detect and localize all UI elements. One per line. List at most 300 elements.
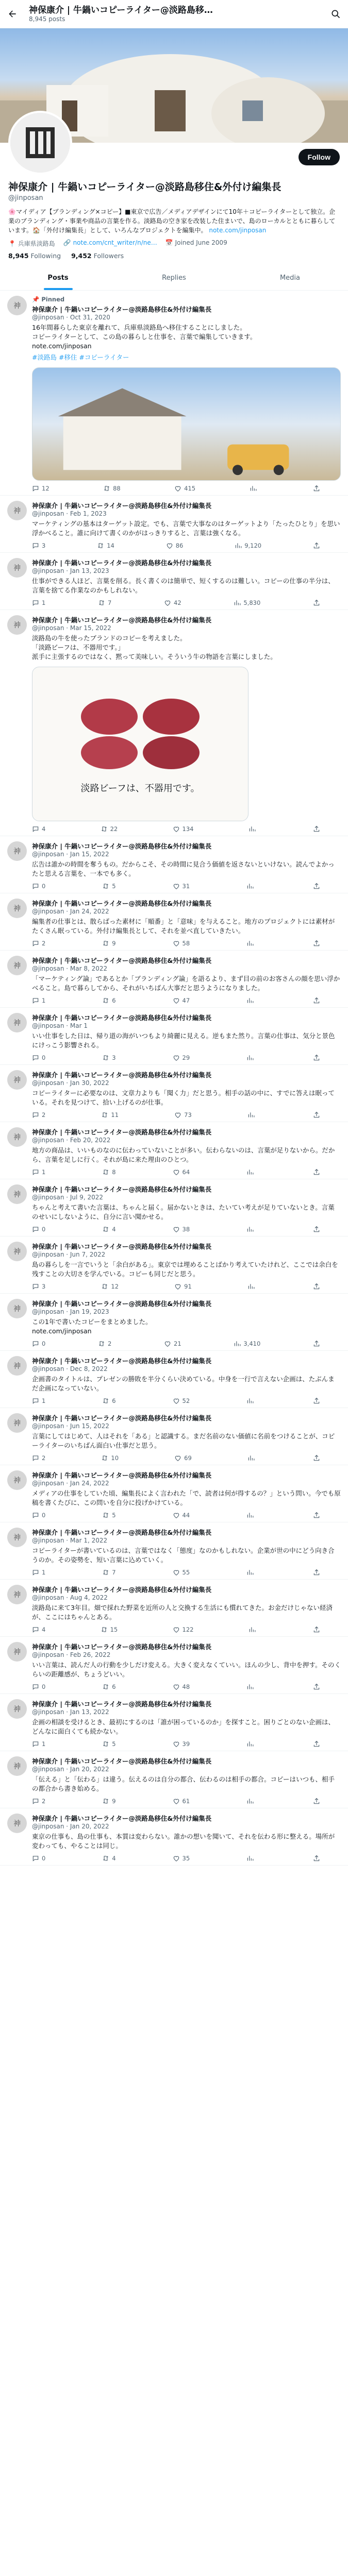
tweet[interactable] [0,1522,348,1580]
share-icon [313,1683,320,1690]
share-button[interactable] [313,883,320,890]
share-button[interactable] [313,1340,320,1347]
share-button[interactable] [313,825,320,833]
tweet[interactable] [0,610,348,836]
retweet-icon [102,1855,109,1862]
tweet-author-name[interactable]: 神保康介 | 牛鍋いコピーライター@淡路島移住&外付け編集長 [32,502,212,510]
like-button[interactable] [173,825,194,833]
share-button[interactable] [313,1168,320,1176]
reply-button[interactable] [32,825,45,833]
retweet-button[interactable] [102,1226,115,1233]
tweet-author-name[interactable]: 神保康介 | 牛鍋いコピーライター@淡路島移住&外付け編集長 [32,1586,212,1594]
retweet-count: 6 [112,1683,116,1690]
like-button[interactable] [173,1512,190,1519]
retweet-button[interactable] [102,1512,115,1519]
tweet-text: 言葉にしてはじめて、人はそれを「ある」と認識する。まだ名前のない価値に名前をつけることが、コピーライターのいちばん面白い仕事だと思う。 [32,1432,335,1449]
share-button[interactable] [313,1855,320,1862]
reply-count: 1 [42,1397,46,1404]
share-button[interactable] [313,1569,320,1576]
retweet-button[interactable] [101,1111,119,1118]
views-button[interactable] [250,485,259,492]
views-icon [246,1054,254,1061]
tweet-author-name[interactable]: 神保康介 | 牛鍋いコピーライター@淡路島移住&外付け編集長 [32,1414,212,1422]
search-icon[interactable] [330,9,341,19]
views-button[interactable] [248,1626,258,1633]
tweet-avatar[interactable]: 神 [7,1699,27,1719]
like-button[interactable] [166,542,184,549]
views-button[interactable] [246,1512,256,1519]
tweet[interactable] [0,1408,348,1465]
retweet-button[interactable] [102,997,115,1004]
views-button[interactable] [247,1283,257,1290]
reply-count: 12 [42,485,49,492]
tweet[interactable] [0,951,348,1008]
retweet-count: 9 [112,940,116,947]
reply-button[interactable] [32,1340,45,1347]
retweet-icon [98,1340,105,1347]
reply-button[interactable] [32,1454,45,1462]
tweet-actions [32,1226,341,1233]
reply-button[interactable] [32,1054,45,1061]
tweet-avatar[interactable]: 神 [7,296,27,315]
tweet-image[interactable] [32,367,341,481]
like-button[interactable] [173,1626,194,1633]
retweet-button[interactable] [101,1454,119,1462]
tweet[interactable] [0,1465,348,1522]
tweet-avatar[interactable]: 神 [7,841,27,861]
tweet[interactable] [0,1351,348,1408]
retweet-button[interactable] [98,1340,111,1347]
tweet-author-name[interactable]: 神保康介 | 牛鍋いコピーライター@淡路島移住&外付け編集長 [32,1471,212,1479]
reply-button[interactable] [32,1512,45,1519]
reply-button[interactable] [32,1798,45,1805]
reply-icon [32,1454,39,1462]
tweet[interactable] [0,1637,348,1694]
views-button[interactable] [246,1798,256,1805]
reply-count: 0 [42,1054,46,1061]
tweet-author-name[interactable]: 神保康介 | 牛鍋いコピーライター@淡路島移住&外付け編集長 [32,1128,212,1136]
retweet-icon [103,485,110,492]
reply-button[interactable] [32,1397,45,1404]
views-button[interactable] [247,1111,257,1118]
view-count: 5,830 [243,599,261,606]
retweet-button[interactable] [102,940,115,947]
retweet-count: 6 [112,997,116,1004]
share-button[interactable] [313,997,320,1004]
reply-button[interactable] [32,542,45,549]
views-button[interactable] [246,1740,256,1748]
like-button[interactable] [174,485,195,492]
retweet-count: 4 [112,1226,116,1233]
tweet-actions [32,1569,341,1576]
like-count: 52 [182,1397,190,1404]
like-button[interactable] [173,1740,190,1748]
retweet-button[interactable] [98,599,111,606]
tweet-author-name[interactable]: 神保康介 | 牛鍋いコピーライター@淡路島移住&外付け編集長 [32,306,212,313]
retweet-button[interactable] [101,825,118,833]
views-icon [246,1740,254,1748]
views-icon [246,1168,254,1176]
tweet[interactable] [0,553,348,610]
retweet-button[interactable] [101,1626,118,1633]
retweet-button[interactable] [102,1798,115,1805]
retweet-icon [102,997,109,1004]
share-button[interactable] [313,1054,320,1061]
heart-icon [173,825,180,833]
views-button[interactable] [246,940,256,947]
reply-count: 2 [42,940,46,947]
tweet[interactable] [0,1179,348,1236]
profile-avatar[interactable] [8,111,72,175]
tweet-image[interactable] [32,667,248,821]
tweet-avatar[interactable]: 神 [7,1070,27,1090]
tweet-body [32,1299,341,1347]
like-button[interactable] [174,1111,192,1118]
tweet-actions [32,940,341,947]
views-button[interactable] [246,1226,256,1233]
reply-button[interactable] [32,485,49,492]
tweet-avatar[interactable]: 神 [7,899,27,918]
tweet-avatar[interactable]: 神 [7,1413,27,1433]
tweet-text: この1年で書いたコピーをまとめました。 note.com/jinposan [32,1318,152,1335]
retweet-button[interactable] [102,1569,115,1576]
tweet-avatar[interactable]: 神 [7,615,27,635]
tweet-avatar[interactable]: 神 [7,1642,27,1662]
tweet-author-name[interactable]: 神保康介 | 牛鍋いコピーライター@淡路島移住&外付け編集長 [32,1757,212,1765]
share-button[interactable] [313,1512,320,1519]
like-count: 21 [174,1340,181,1347]
tweet-avatar[interactable]: 神 [7,1528,27,1547]
retweet-icon [102,1397,109,1404]
tweet[interactable] [0,836,348,893]
like-button[interactable] [173,1054,190,1061]
like-button[interactable] [164,599,181,606]
like-button[interactable] [173,940,190,947]
tweet[interactable] [0,1808,348,1866]
tweet-avatar[interactable]: 神 [7,956,27,975]
tweet-actions [32,1340,341,1347]
views-button[interactable] [234,599,260,606]
retweet-button[interactable] [102,883,115,890]
tweet-author-name[interactable]: 神保康介 | 牛鍋いコピーライター@淡路島移住&外付け編集長 [32,957,212,964]
share-icon [313,1340,320,1347]
tweet-handle-date: @jinposan · Jan 24, 2022 [32,908,109,915]
tweet-avatar[interactable]: 神 [7,558,27,578]
tweet-body [32,1814,341,1862]
tweet-author-name[interactable]: 神保康介 | 牛鍋いコピーライター@淡路島移住&外付け編集長 [32,1700,212,1708]
tweet-author-name[interactable]: 神保康介 | 牛鍋いコピーライター@淡路島移住&外付け編集長 [32,1185,212,1193]
like-button[interactable] [173,883,190,890]
views-button[interactable] [246,1054,256,1061]
retweet-icon [102,883,109,890]
share-icon [313,485,320,492]
share-button[interactable] [313,1283,320,1290]
retweet-button[interactable] [102,1683,115,1690]
reply-icon [32,1626,39,1633]
tweet[interactable] [0,1122,348,1179]
tweet-author-name[interactable]: 神保康介 | 牛鍋いコピーライター@淡路島移住&外付け編集長 [32,1300,212,1308]
heart-icon [173,1512,180,1519]
like-button[interactable] [173,1798,190,1805]
tweet-actions [32,1054,341,1061]
retweet-icon [102,1740,109,1748]
views-button[interactable] [246,1168,256,1176]
retweet-icon [101,1283,108,1290]
tweet[interactable] [0,291,348,496]
share-icon [313,1569,320,1576]
share-button[interactable] [313,1111,320,1118]
heart-icon [173,1683,180,1690]
views-button[interactable] [246,1569,256,1576]
retweet-icon [102,1683,109,1690]
views-button[interactable] [246,1397,256,1404]
like-button[interactable] [164,1340,181,1347]
tweet-author-name[interactable]: 神保康介 | 牛鍋いコピーライター@淡路島移住&外付け編集長 [32,900,212,907]
share-button[interactable] [313,1798,320,1805]
reply-icon [32,1283,39,1290]
tweet-author-name[interactable]: 神保康介 | 牛鍋いコピーライター@淡路島移住&外付け編集長 [32,1243,212,1250]
tweet-avatar[interactable]: 神 [7,1299,27,1318]
tweet[interactable] [0,893,348,951]
tweet-author-name[interactable]: 神保康介 | 牛鍋いコピーライター@淡路島移住&外付け編集長 [32,1357,212,1365]
reply-button[interactable] [32,883,45,890]
tweet-avatar[interactable]: 神 [7,1356,27,1376]
heart-icon [173,1054,180,1061]
reply-button[interactable] [32,1226,45,1233]
tweet-author-name[interactable]: 神保康介 | 牛鍋いコピーライター@淡路島移住&外付け編集長 [32,1643,212,1651]
tweet-text: 16年間暮らした東京を離れて、兵庫県淡路島へ移住することにしました。 コピーライターとして、この島の暮らしと仕事を、言葉で編集していきます。 note.com/jinposan [32,324,257,350]
reply-button[interactable] [32,1283,45,1290]
retweet-icon [97,542,104,549]
retweet-icon [102,1226,109,1233]
location-icon: 📍 [8,240,16,247]
tweet-avatar[interactable]: 神 [7,501,27,520]
share-icon [313,599,320,606]
share-button[interactable] [313,1626,320,1633]
reply-button[interactable] [32,1626,45,1633]
tweet-handle-date: @jinposan · Feb 20, 2022 [32,1137,111,1144]
reply-count: 4 [42,825,46,833]
like-count: 134 [182,825,194,833]
like-count: 122 [182,1626,194,1633]
like-count: 39 [182,1740,190,1748]
like-count: 64 [182,1168,190,1176]
tweet[interactable] [0,1236,348,1294]
reply-button[interactable] [32,1111,45,1118]
reply-icon [32,1740,39,1748]
tweet[interactable] [0,1294,348,1351]
reply-button[interactable] [32,1740,45,1748]
like-button[interactable] [174,1454,192,1462]
tweet-avatar[interactable]: 神 [7,1127,27,1147]
share-button[interactable] [313,542,320,549]
tweet[interactable] [0,1065,348,1122]
reply-icon [32,1683,39,1690]
retweet-button[interactable] [103,485,121,492]
reply-icon [32,1397,39,1404]
tweet-avatar[interactable]: 神 [7,1184,27,1204]
profile-meta [8,239,340,248]
followers-stat[interactable] [71,252,124,260]
views-icon [246,1798,254,1805]
reply-button[interactable] [32,1168,45,1176]
like-button[interactable] [173,1855,190,1862]
retweet-count: 88 [113,485,121,492]
tweet-avatar[interactable]: 神 [7,1013,27,1032]
tweet-text: 広告は誰かの時間を奪うもの。だからこそ、その時間に見合う価値を返さないといけない。読んでよかったと思える言葉を、一本でも多く。 [32,860,335,877]
reply-count: 2 [42,1454,46,1462]
like-button[interactable] [174,1283,192,1290]
like-button[interactable] [173,997,190,1004]
like-button[interactable] [173,1226,190,1233]
views-button[interactable] [248,825,258,833]
views-button[interactable] [246,1855,256,1862]
views-button[interactable] [247,1454,257,1462]
bio-link[interactable]: note.com/jinposan [209,227,267,234]
like-button[interactable] [173,1397,190,1404]
website-link[interactable]: note.com/cnt_writer/n/ne… [73,239,157,246]
retweet-count: 7 [112,1569,116,1576]
reply-count: 1 [42,599,46,606]
reply-icon [32,485,39,492]
share-icon [313,1283,320,1290]
views-icon [247,1111,255,1118]
tab-media[interactable]: Media [279,274,301,282]
tweet[interactable] [0,1694,348,1751]
tweet[interactable] [0,1751,348,1808]
tweet-handle-date: @jinposan · Jan 13, 2023 [32,567,109,574]
tweet-author-name[interactable]: 神保康介 | 牛鍋いコピーライター@淡路島移住&外付け編集長 [32,1529,212,1536]
tweet-author-name[interactable]: 神保康介 | 牛鍋いコピーライター@淡路島移住&外付け編集長 [32,1815,212,1822]
website-item[interactable] [63,239,157,248]
retweet-button[interactable] [102,1740,115,1748]
tweet-avatar[interactable]: 神 [7,1585,27,1604]
tweet-hashtags[interactable]: #淡路島 #移住 #コピーライター [32,353,129,361]
share-button[interactable] [313,1683,320,1690]
tweet-avatar[interactable]: 神 [7,1470,27,1490]
tweet-text: 「マーケティング論」であるとか「ブランディング論」を語るより、まず目の前のお客さんの顔を思い浮かべること。島で暮らしてから、それがいちばん大事だと思うようになりました。 [32,975,340,992]
joined-item [165,239,227,248]
retweet-count: 7 [108,599,112,606]
tab-replies[interactable]: Replies [162,274,186,282]
retweet-button[interactable] [101,1283,119,1290]
like-count: 415 [184,485,196,492]
reply-icon [32,1340,39,1347]
tweet-actions [32,883,341,890]
retweet-button[interactable] [102,1054,115,1061]
reply-icon [32,1054,39,1061]
tab-posts[interactable]: Posts [0,266,116,290]
tweet-actions [32,542,341,549]
tweet-author-name[interactable]: 神保康介 | 牛鍋いコピーライター@淡路島移住&外付け編集長 [32,559,212,567]
tweet-author-name[interactable]: 神保康介 | 牛鍋いコピーライター@淡路島移住&外付け編集長 [32,1014,212,1022]
heart-icon [173,940,180,947]
tweet[interactable] [0,496,348,553]
tweet-text: 地方の商品は、いいものなのに伝わっていないことが多い。伝わらないのは、言葉が足りないから。だから、言葉を足しに行く。それが島に来た理由のひとつ。 [32,1146,335,1163]
tweet-avatar[interactable]: 神 [7,1242,27,1261]
views-icon [234,1340,241,1347]
views-button[interactable] [234,1340,260,1347]
reply-count: 0 [42,1683,46,1690]
views-icon [247,1454,255,1462]
reply-button[interactable] [32,940,45,947]
views-icon [246,997,254,1004]
share-button[interactable] [313,1454,320,1462]
share-button[interactable] [313,1397,320,1404]
heart-icon [173,1168,180,1176]
retweet-button[interactable] [102,1397,115,1404]
heart-icon [164,1340,171,1347]
tweet-text: コピーライターに必要なのは、文章力よりも「聞く力」だと思う。相手の話の中に、すでに答えは眠っている。それを見つけて、拾い上げるのが仕事。 [32,1089,335,1106]
heart-icon [173,1855,180,1862]
tweet[interactable] [0,1008,348,1065]
reply-icon [32,1226,39,1233]
views-button[interactable] [246,883,256,890]
profile-tabs [0,266,348,291]
share-button[interactable] [313,1226,320,1233]
reply-icon [32,1168,39,1176]
views-button[interactable] [246,997,256,1004]
tweet-avatar[interactable]: 神 [7,1814,27,1833]
share-button[interactable] [313,940,320,947]
like-button[interactable] [173,1168,190,1176]
reply-count: 1 [42,997,46,1004]
like-button[interactable] [173,1569,190,1576]
tweet-author-name[interactable]: 神保康介 | 牛鍋いコピーライター@淡路島移住&外付け編集長 [32,842,212,850]
share-button[interactable] [313,1740,320,1748]
reply-count: 0 [42,1512,46,1519]
reply-icon [32,1569,39,1576]
retweet-button[interactable] [102,1855,115,1862]
tweet-author-name[interactable]: 神保康介 | 牛鍋いコピーライター@淡路島移住&外付け編集長 [32,1071,212,1079]
tweet[interactable] [0,1580,348,1637]
share-button[interactable] [313,599,320,606]
reply-count: 0 [42,1340,46,1347]
joined-text: Joined June 2009 [175,239,227,246]
views-button[interactable] [235,542,261,549]
tweet-text: ちゃんと考えて書いた言葉は、ちゃんと届く。届かないときは、たいてい考えが足りていないとき。言葉のせいにしないように、自分に言い聞かせる。 [32,1204,335,1221]
tweet-body [32,558,341,606]
like-button[interactable] [173,1683,190,1690]
retweet-count: 5 [112,1512,116,1519]
views-button[interactable] [246,1683,256,1690]
profile-handle: @jinposan [8,194,43,202]
retweet-button[interactable] [97,542,114,549]
like-count: 73 [184,1111,192,1118]
following-stat[interactable] [8,252,61,260]
reply-button[interactable] [32,997,45,1004]
share-button[interactable] [313,485,320,492]
reply-button[interactable] [32,1569,45,1576]
retweet-icon [101,1454,108,1462]
reply-button[interactable] [32,1855,45,1862]
retweet-button[interactable] [102,1168,115,1176]
share-icon [313,1454,320,1462]
reply-button[interactable] [32,1683,45,1690]
heart-icon [173,1569,180,1576]
like-count: 55 [182,1569,190,1576]
tweet-body [32,501,341,549]
follow-button[interactable]: Follow [299,149,340,165]
view-count: 9,120 [244,542,262,549]
views-icon [246,1397,254,1404]
back-arrow-icon[interactable] [7,9,18,19]
reply-button[interactable] [32,599,45,606]
views-icon [235,542,242,549]
views-icon [246,1855,254,1862]
tweet-author-name[interactable]: 神保康介 | 牛鍋いコピーライター@淡路島移住&外付け編集長 [32,616,212,624]
tweet-avatar[interactable]: 神 [7,1756,27,1776]
